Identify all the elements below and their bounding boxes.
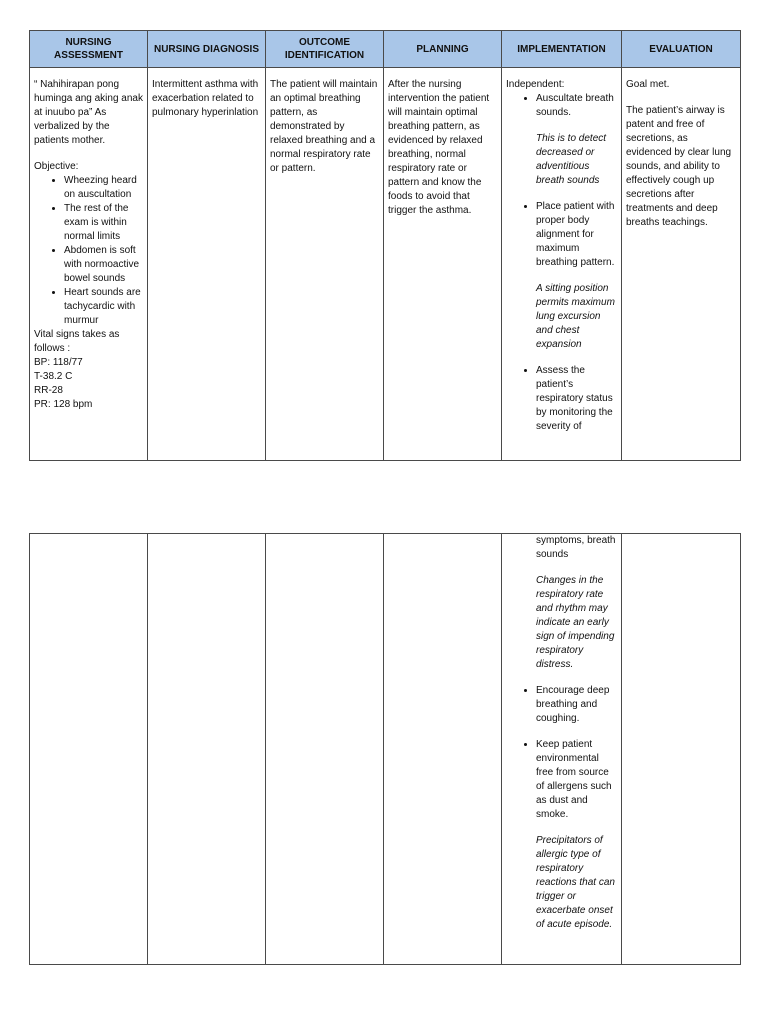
- evaluation-text: The patient’s airway is patent and free of secretions, as evidenced by clear lung sounds, and ability to effectively cough up secretions after treatments and deep breaths teachings.: [626, 105, 732, 228]
- intervention-deep-breathing: • Encourage deep breathing and coughing.: [536, 684, 617, 726]
- vital-rr: RR-28: [34, 385, 63, 396]
- objective-list: [34, 174, 143, 328]
- objective-label: Objective:: [34, 161, 79, 172]
- vitals-label: Vital signs takes as follows :: [34, 329, 120, 354]
- header-nursing-assessment: NURSING ASSESSMENT: [30, 31, 148, 68]
- table-row: [30, 534, 741, 965]
- vital-bp: BP: 118/77: [34, 357, 83, 368]
- intervention-allergen-free: • Keep patient environmental free from source of allergens such as dust and smoke.: [536, 738, 617, 822]
- intervention-auscultate: • Auscultate breath sounds.: [536, 92, 617, 120]
- header-implementation: IMPLEMENTATION: [502, 31, 622, 68]
- assessment-cell: [30, 68, 148, 461]
- list-item: • Abdomen is soft with normoactive bowel sounds: [64, 244, 143, 286]
- outcome-cell-cont: [266, 534, 384, 965]
- rationale-auscultate: This is to detect decreased or adventitious breath sounds: [536, 133, 607, 186]
- planning-cell: [384, 68, 502, 461]
- vital-pr: PR: 128 bpm: [34, 399, 93, 410]
- care-plan-table-page1: [29, 30, 741, 461]
- implementation-label: Independent:: [506, 79, 565, 90]
- header-outcome-identification: OUTCOME IDENTIFICATION: [266, 31, 384, 68]
- implementation-cell: [502, 68, 622, 461]
- list-item: • The rest of the exam is within normal limits: [64, 202, 143, 244]
- list-item: • Heart sounds are tachycardic with murmur: [64, 286, 143, 328]
- diagnosis-cell-cont: [148, 534, 266, 965]
- header-nursing-diagnosis: NURSING DIAGNOSIS: [148, 31, 266, 68]
- table-row: [30, 68, 741, 461]
- list-item: • Wheezing heard on auscultation: [64, 174, 143, 202]
- vital-temp: T-38.2 C: [34, 371, 73, 382]
- intervention-body-alignment: • Place patient with proper body alignment for maximum breathing pattern.: [536, 200, 617, 270]
- evaluation-status: Goal met.: [626, 79, 670, 90]
- diagnosis-text: Intermittent asthma with exacerbation related to pulmonary hyperinlation: [152, 79, 259, 118]
- intervention-assess-status: • Assess the patient’s respiratory status by monitoring the severity of: [536, 364, 617, 434]
- evaluation-cell: [622, 68, 741, 461]
- evaluation-cell-cont: [622, 534, 741, 965]
- header-row: [30, 31, 741, 68]
- outcome-cell: [266, 68, 384, 461]
- implementation-cell-cont: [502, 534, 622, 965]
- planning-text: After the nursing intervention the patient will maintain optimal breathing pattern, as evidenced by relaxed breathing, normal respiratory rate or pattern and know the foods to avoid that trigger the asthma.: [388, 79, 490, 216]
- header-evaluation: EVALUATION: [622, 31, 741, 68]
- rationale-body-alignment: A sitting position permits maximum lung excursion and chest expansion: [536, 283, 615, 350]
- outcome-text: The patient will maintain an optimal breathing pattern, as demonstrated by relaxed breathing and a normal respiratory rate or pattern.: [270, 79, 378, 174]
- rationale-allergen-free: Precipitators of allergic type of respiratory reactions that can trigger or exacerbate onset of acute episode.: [536, 835, 615, 930]
- rationale-assess-status: Changes in the respiratory rate and rhythm may indicate an early sign of impending respiratory distress.: [536, 575, 615, 670]
- subjective-text: “ Nahihirapan pong huminga ang aking anak at inuubo pa” As verbalized by the patients mother.: [34, 79, 143, 146]
- intervention-assess-status-cont: symptoms, breath sounds: [536, 535, 616, 560]
- care-plan-table-page2: [29, 533, 741, 965]
- assessment-cell-cont: [30, 534, 148, 965]
- header-planning: PLANNING: [384, 31, 502, 68]
- diagnosis-cell: [148, 68, 266, 461]
- planning-cell-cont: [384, 534, 502, 965]
